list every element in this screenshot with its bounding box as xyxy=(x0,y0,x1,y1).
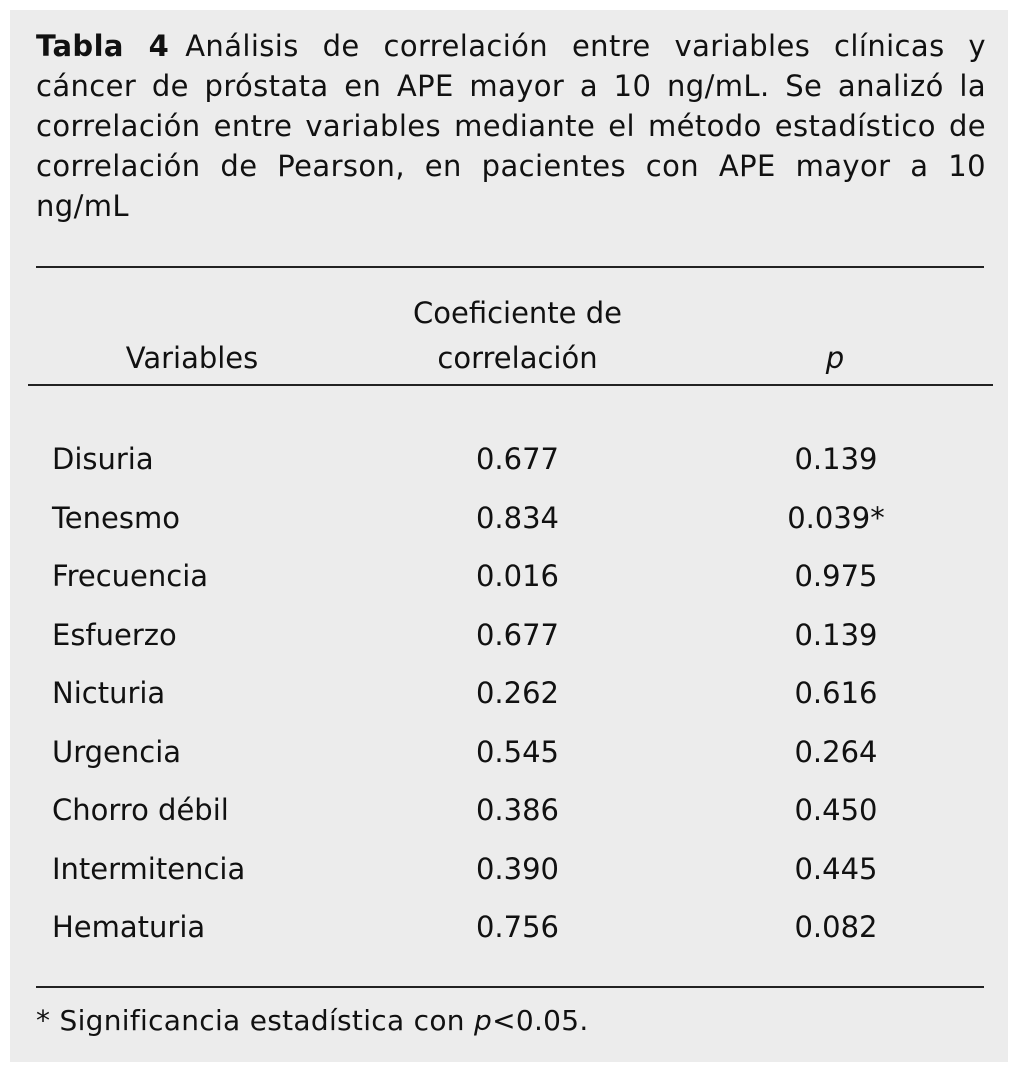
table-footnote xyxy=(36,1001,589,1041)
cell-variable: Chorro débil xyxy=(52,793,229,827)
cell-p-value: 0.616 xyxy=(794,676,878,710)
cell-coefficient: 0.262 xyxy=(475,676,560,710)
cell-coefficient: 0.016 xyxy=(475,559,560,593)
cell-variable: Intermitencia xyxy=(52,851,246,886)
cell-variable: Urgencia xyxy=(52,734,182,769)
table-label: Tabla 4 xyxy=(36,29,170,63)
table-row xyxy=(0,664,1020,722)
table-row xyxy=(0,547,1020,605)
cell-coefficient: 0.390 xyxy=(475,851,560,886)
caption-divider xyxy=(36,266,984,268)
footer-divider xyxy=(36,986,984,988)
cell-variable: Tenesmo xyxy=(52,500,180,535)
cell-p-value: 0.082 xyxy=(794,910,878,944)
cell-variable: Esfuerzo xyxy=(52,617,177,652)
table-row xyxy=(0,898,1020,956)
cell-variable: Disuria xyxy=(52,442,154,476)
cell-p-value: 0.975 xyxy=(794,559,878,593)
table-row xyxy=(0,430,1020,488)
cell-p-value: 0.264 xyxy=(794,734,878,769)
table-caption xyxy=(36,26,986,226)
table-row xyxy=(0,840,1020,898)
cell-coefficient: 0.677 xyxy=(475,442,560,476)
cell-variable: Nicturia xyxy=(52,676,166,710)
caption-text: Análisis de correlación entre variables clínicas y cáncer de próstata en APE mayor a 10 ng/mL. Se analizó la correlación entre variables mediante el método estadístico de correlación de Pearson, en pacientes con APE mayor a 10 ng/mL xyxy=(36,29,986,223)
header-p: p xyxy=(825,341,845,375)
footnote-prefix: * Significancia estadística con xyxy=(36,1004,474,1037)
cell-p-value: 0.445 xyxy=(794,851,878,886)
cell-p-value: 0.139 xyxy=(794,442,878,476)
table-row xyxy=(0,781,1020,839)
cell-variable: Frecuencia xyxy=(52,559,209,593)
table-row xyxy=(0,489,1020,547)
table-row xyxy=(0,606,1020,664)
footnote-p: p xyxy=(474,1004,493,1037)
footnote-suffix: <0.05. xyxy=(492,1004,589,1037)
table-row xyxy=(0,723,1020,781)
header-coefficient-line1: Coeficiente de xyxy=(412,296,622,330)
cell-p-value: 0.039* xyxy=(787,500,885,535)
header-coefficient-line2: correlación xyxy=(437,341,598,375)
cell-coefficient: 0.756 xyxy=(475,910,560,944)
cell-coefficient: 0.677 xyxy=(475,617,560,652)
cell-p-value: 0.450 xyxy=(794,793,878,827)
header-divider xyxy=(28,384,993,386)
cell-p-value: 0.139 xyxy=(794,617,878,652)
header-variables: Variables xyxy=(125,341,259,375)
cell-coefficient: 0.834 xyxy=(475,500,560,535)
cell-coefficient: 0.545 xyxy=(475,734,560,769)
cell-coefficient: 0.386 xyxy=(475,793,560,827)
cell-variable: Hematuria xyxy=(52,910,206,944)
